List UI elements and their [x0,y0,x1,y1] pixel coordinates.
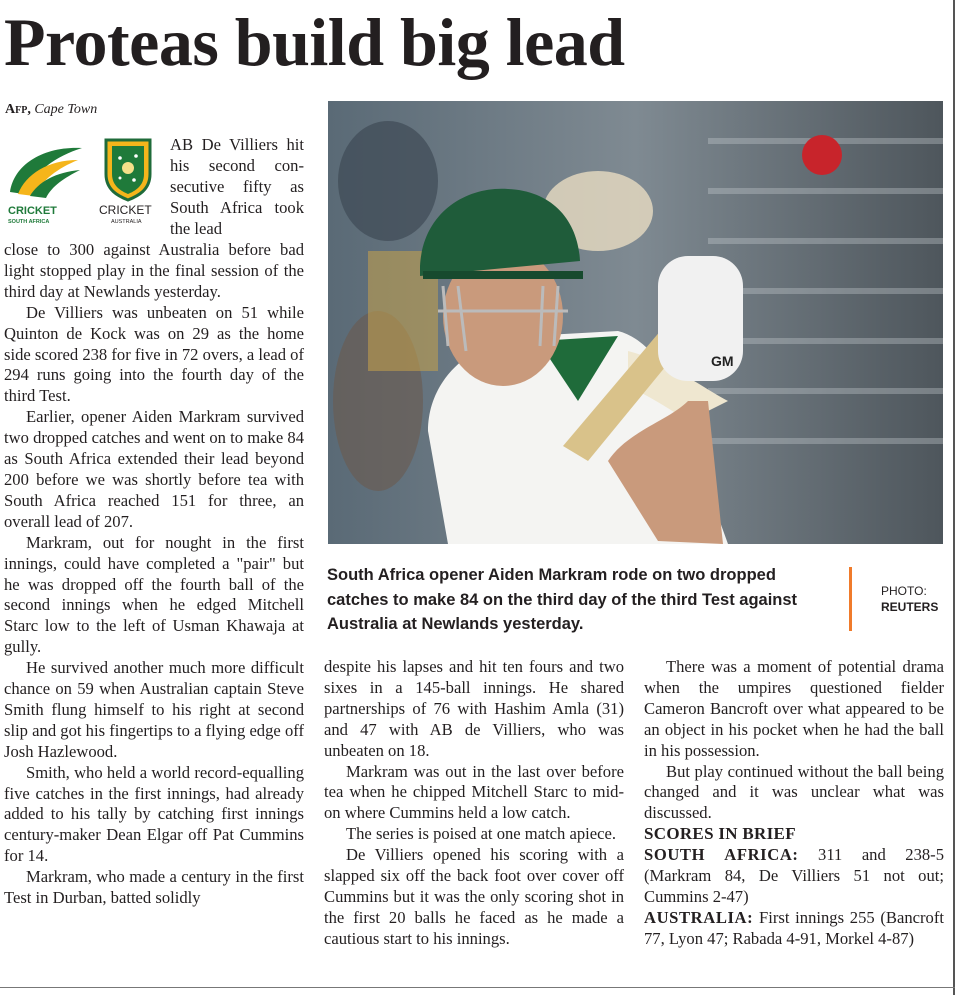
lead-paragraph-start [170,135,304,240]
article-paragraph: Markram, who made a century in the first Test in Durban, batted solidly [4,867,304,908]
cricket-australia-logo [99,140,152,225]
article-paragraph: He survived another much more difficult chance on 59 when Australian captain Steve Smith flung himself to his right at second slip and got his fingertips to a flying edge off Josh Hazlewood. [4,658,304,761]
article-paragraph: But play continued without the ball being changed and it was unclear what was discussed. [644,761,944,823]
photo-credit [881,583,938,615]
byline-agency: Afp, [5,102,31,117]
au-logo-word: CRICKET [99,203,152,217]
scores-south-africa [644,845,944,908]
article-paragraph: There was a moment of potential drama when the umpires questioned fielder Cameron Bancroft over what appeared to be an object in his pocket when he had the ball in his possession. [644,657,944,760]
au-logo-sub: AUSTRALIA [111,219,142,225]
byline-place: Cape Town [34,102,98,117]
scores-au-line: First innings 255 (Bancroft 77, Lyon 47; Rabada 4-91, Morkel 4-87) [644,907,944,948]
article-column-1 [4,240,304,909]
article-paragraph: Earlier, opener Aiden Markram survived two dropped catches and went on to make 84 as South Africa extended their lead beyond 200 before we was shortly before tea with South Africa reached 151 for three, an overall lead of 207. [4,407,304,531]
article-paragraph: despite his lapses and hit ten fours and two sixes in a 145-ball innings. He shared partnerships of 76 with Hashim Amla (31) and 47 with AB de Villiers, who was unbeaten on 18. [324,657,624,760]
sa-logo-sub: SOUTH AFRICA [8,219,50,225]
page-border-right [953,0,955,995]
photo-credit-source: REUTERS [881,600,939,614]
photo-caption: South Africa opener Aiden Markram rode on two dropped catches to make 84 on the third day of the third Test against Australia at Newlands yesterday. [327,566,798,633]
match-photo [328,101,943,544]
caption-divider [849,567,852,631]
article-paragraph: Markram, out for nought in the first innings, could have completed a "pair" but he was dropped off the fourth ball of the second innings when he edged Mitchell Starc low to the left of Usman Khawaja at gully. [4,532,304,657]
scores-au-team: AUSTRALIA: [644,907,754,927]
scores-australia [644,908,944,950]
scores-sa-team: SOUTH AFRICA: [644,845,799,865]
page-border-bottom [0,987,955,988]
headline: Proteas build big lead [4,4,625,80]
sa-logo-word: CRICKET [8,205,57,217]
article-paragraph: Smith, who held a world record-equalling five catches in the first innings, had already added to his tally by catching first innings century-maker Dean Elgar off Pat Cummins for 14. [4,762,304,866]
lead-text-part2: close to 300 against Australia before bad light stopped play in the final session of the third day at Newlands yesterday. [4,240,304,301]
scores-title: SCORES IN BRIEF [644,824,796,844]
byline [5,101,97,119]
lead-text-part1: AB De Villiers hit his second consecutive fifty as South Africa took the lead [170,135,304,238]
article-paragraph: De Villiers was unbeaten on 51 while Quinton de Kock was on 29 as the home side scored 238 for five in 72 overs, a lead of 294 runs going into the fourth day of the third Test. [4,302,304,406]
article-paragraph: De Villiers opened his scoring with a slapped six off the back foot over cover off Cummins but it was the only scoring shot in the first 20 balls he faced as he made a cautious start to his innings. [324,845,624,948]
article-column-3 [644,657,944,950]
scores-sa-line: 311 and 238-5 (Markram 84, De Villiers 51 not out; Cummins 2-47) [644,845,944,906]
photo-credit-label: PHOTO: [881,584,927,598]
article-paragraph: Markram was out in the last over before tea when he chipped Mitchell Starc to mid-on where Cummins held a low catch. [324,761,624,823]
svg-text:GM: GM [711,353,734,369]
article-paragraph: The series is poised at one match apiece. [346,824,617,844]
team-logos [4,134,164,226]
cricket-south-africa-logo [8,148,82,225]
article-column-2 [324,657,624,950]
